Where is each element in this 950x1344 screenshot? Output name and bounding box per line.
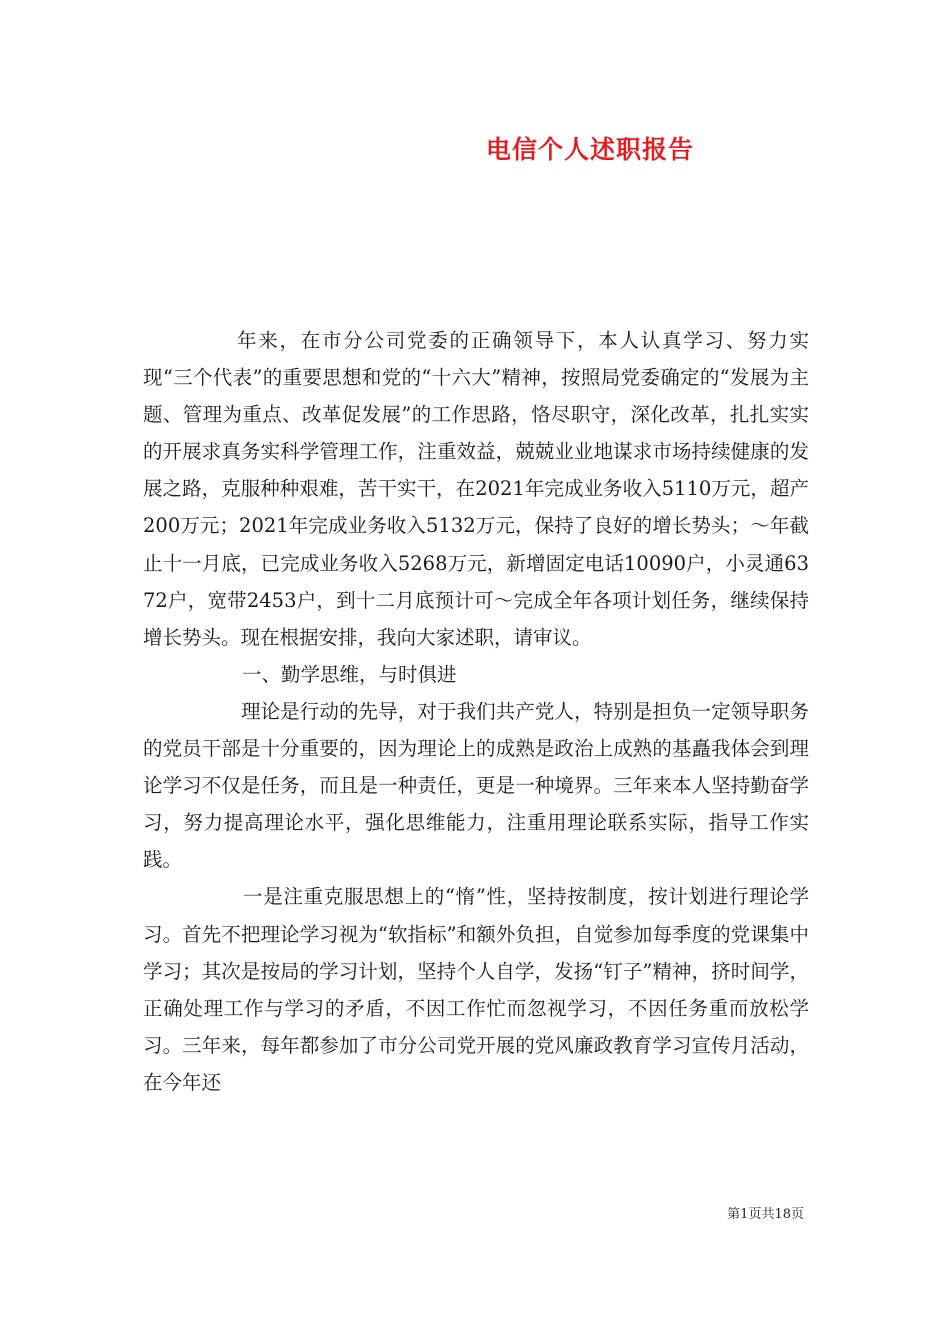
theory-paragraph: 理论是行动的先导，对于我们共产党人，特别是担负一定领导职务的党员干部是十分重要的，因为理论上的成熟是政治上成熟的基矗我体会到理论学习不仅是任务，而且是一种责任，更是一种境界。三年来本人坚持勤奋学习，努力提高理论水平，强化思维能力，注重用理论联系实际，指导工作实践。 [143, 699, 809, 872]
document-body [143, 322, 809, 1101]
section-heading-1: 一、勤学思维，与时俱进 [242, 662, 457, 686]
document-title: 电信个人述职报告 [485, 135, 694, 164]
intro-paragraph: 年来，在市分公司党委的正确领导下，本人认真学习、努力实现“三个代表”的重要思想和党的“十六大”精神，按照局党委确定的“发展为主题、管理为重点、改革促发展”的工作思路，恪尽职守，深化改革，扎扎实实的开展求真务实科学管理工作，注重效益，兢兢业业地谋求市场持续健康的发展之路，克服种种艰难，苦干实干，在2021年完成业务收入5110万元，超产200万元；2021年完成业务收入5132万元，保持了良好的增长势头；～年截止十一月底，已完成业务收入5268万元，新增固定电话10090户，小灵通6372户，宽带2453户，到十二月底预计可～完成全年各项计划任务，继续保持增长势头。现在根据安排，我向大家述职，请审议。 [143, 329, 809, 649]
page-number-footer: 第1页共18页 [727, 1207, 804, 1222]
study-paragraph: 一是注重克服思想上的“惰”性，坚持按制度，按计划进行理论学习。首先不把理论学习视为“软指标”和额外负担，自觉参加每季度的党课集中学习；其次是按局的学习计划，坚持个人自学，发扬“钉子”精神，挤时间学，正确处理工作与学习的矛盾，不因工作忙而忽视学习，不因任务重而放松学习。三年来，每年都参加了市分公司党开展的党风廉政教育学习宣传月活动，在今年还 [143, 885, 809, 1094]
